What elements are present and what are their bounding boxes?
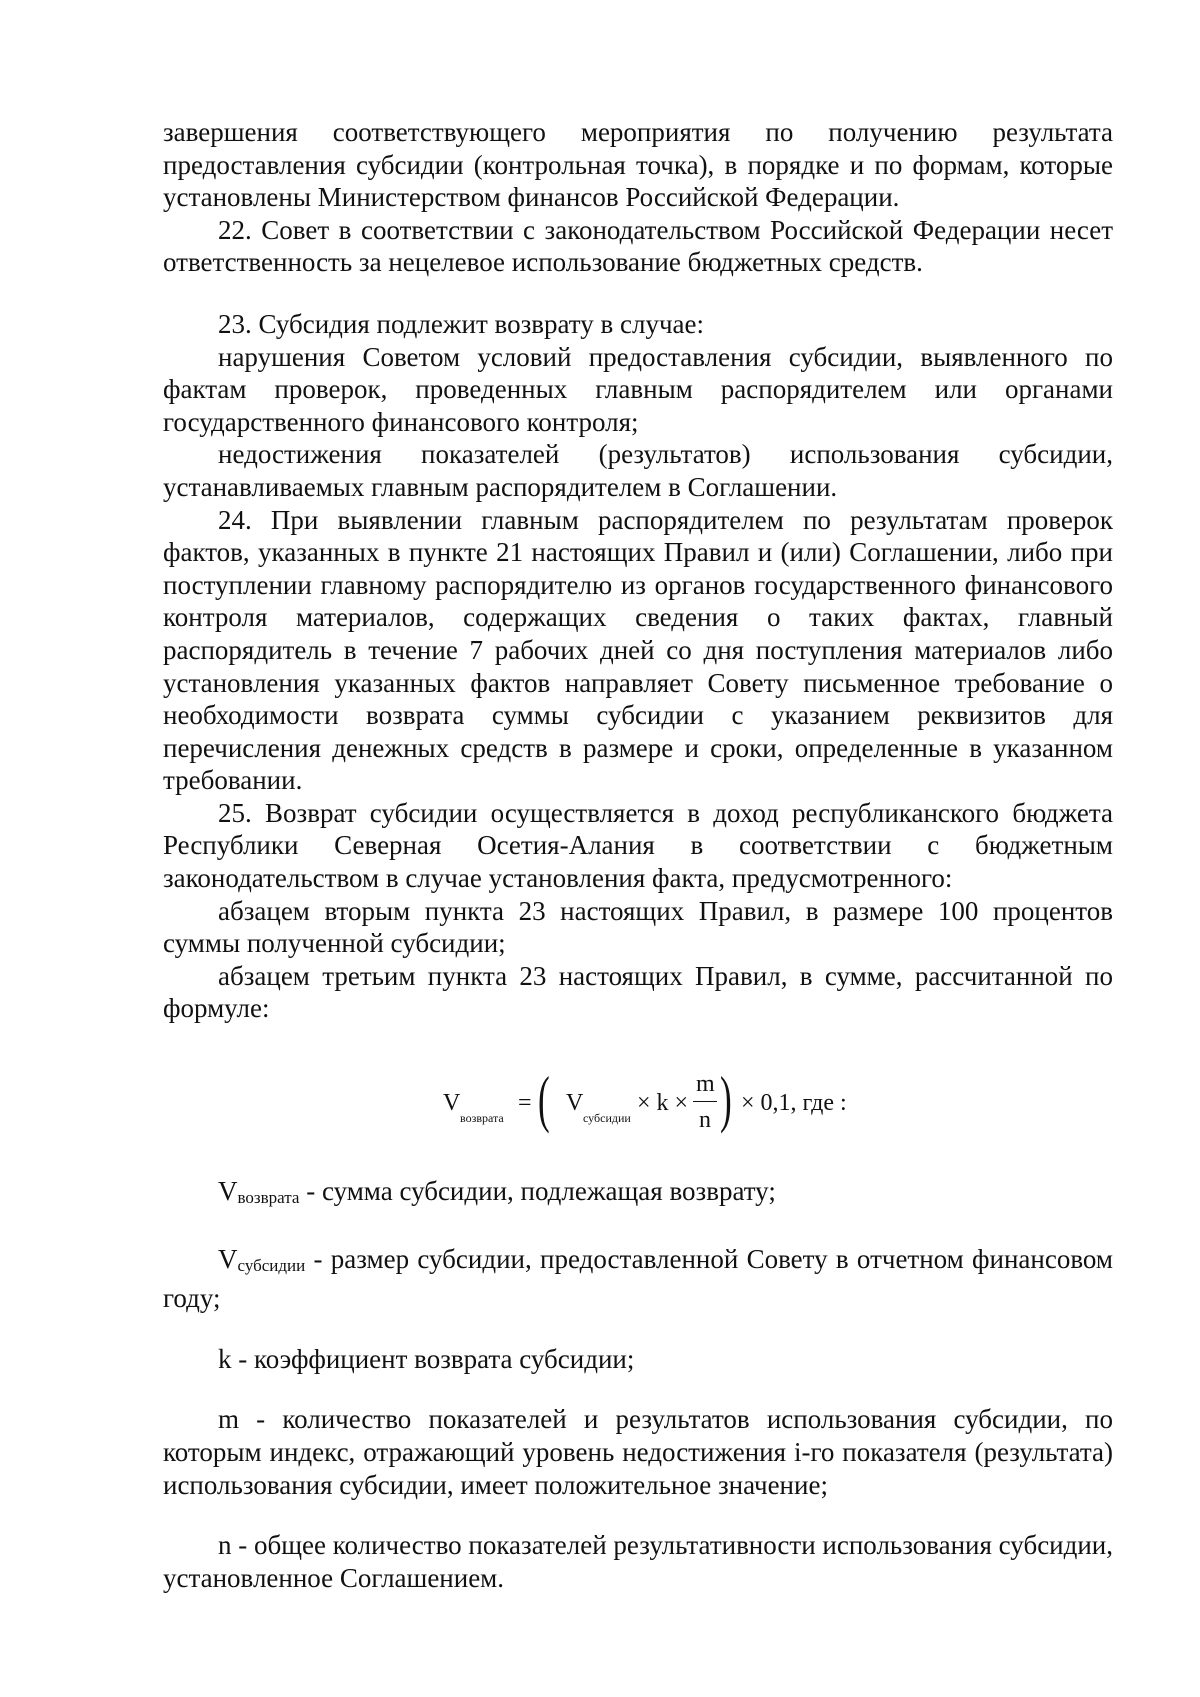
paragraph-23-item-2: недостижения показателей (результатов) использования субсидии, устанавливаемых главным распорядителем в Соглашении. [163,439,1113,502]
paragraph-24: 24. При выявлении главным распорядителем по результатам проверок фактов, указанных в пункте 21 настоящих Правил и (или) Соглашении, либо при поступлении главному распорядителю из органов государственного финансового контроля материалов, содержащих сведения о таких фактах, главный распорядитель в течение 7 рабочих дней со дня поступления материалов либо установления указанных фактов направляет Совету письменное требование о необходимости возврата суммы субсидии с указанием реквизитов для перечисления денежных средств в размере и сроки, определенные в указанном требовании. [163,504,1113,796]
definition-k: k - коэффициент возврата субсидии; [218,1343,635,1374]
formula-tail: × 0,1, где : [741,1090,847,1117]
formula-numerator: m [696,1071,715,1098]
formula-equals: = [518,1090,532,1117]
definition-m: m - количество показателей и результатов использования субсидии, по которым индекс, отражающий уровень недостижения i-го показателя (результата) использования субсидии, имеет положительное значение; [163,1404,1113,1500]
paragraph-25-item-1: абзацем вторым пункта 23 настоящих Правил, в размере 100 процентов суммы полученной субсидии; [163,895,1113,959]
definition-v-subsidy [163,1243,1113,1315]
paragraph-25: 25. Возврат субсидии осуществляется в доход республиканского бюджета Республики Северная Осетия-Алания в соответствии с бюджетным законодательством в случае установления факта, предусмотренного: [163,797,1113,894]
formula-v-subscript: возврата [460,1111,504,1126]
formula-denominator: n [699,1107,711,1134]
paragraph-continuation: завершения соответствующего мероприятия по получению результата предоставления субсидии (контрольная точка), в порядке и по формам, которые установлены Министерством финансов Российской Федерации. [163,117,1113,213]
definition-text: - размер субсидии, предоставленной Совету в отчетном финансовом году; [163,1243,1113,1314]
definition-subscript: субсидии [237,1255,306,1275]
definition-n: n - общее количество показателей результативности использования субсидии, установленное Соглашением. [163,1530,1114,1593]
formula-v: V [443,1090,461,1117]
definition-subscript: возврата [237,1188,300,1208]
paragraph-23-item-1: нарушения Советом условий предоставления субсидии, выявленного по фактам проверок, проведенных главным распорядителем или органами государственного финансового контроля; [163,341,1113,437]
definition-v-return [163,1175,1113,1215]
document-page [163,116,1113,1594]
formula-right-paren: ) [720,1063,732,1135]
definition-symbol: V [218,1243,238,1274]
formula-times-k: × k × [637,1090,689,1117]
paragraph-25-item-2: абзацем третьим пункта 23 настоящих Правил, в сумме, рассчитанной по формуле: [163,960,1113,1024]
definition-text: - сумма субсидии, подлежащая возврату; [299,1176,776,1207]
formula-fraction-bar [693,1101,717,1102]
return-formula [163,1057,1113,1147]
definition-symbol: V [218,1176,238,1207]
paragraph-22: 22. Совет в соответствии с законодательством Российской Федерации несет ответственность за нецелевое использование бюджетных средств. [163,214,1113,278]
formula-left-paren: ( [538,1063,550,1135]
formula-inner-v-subscript: субсидии [583,1111,631,1126]
paragraph-23: 23. Субсидия подлежит возврату в случае: [218,308,704,339]
formula-inner-v: V [566,1090,584,1117]
